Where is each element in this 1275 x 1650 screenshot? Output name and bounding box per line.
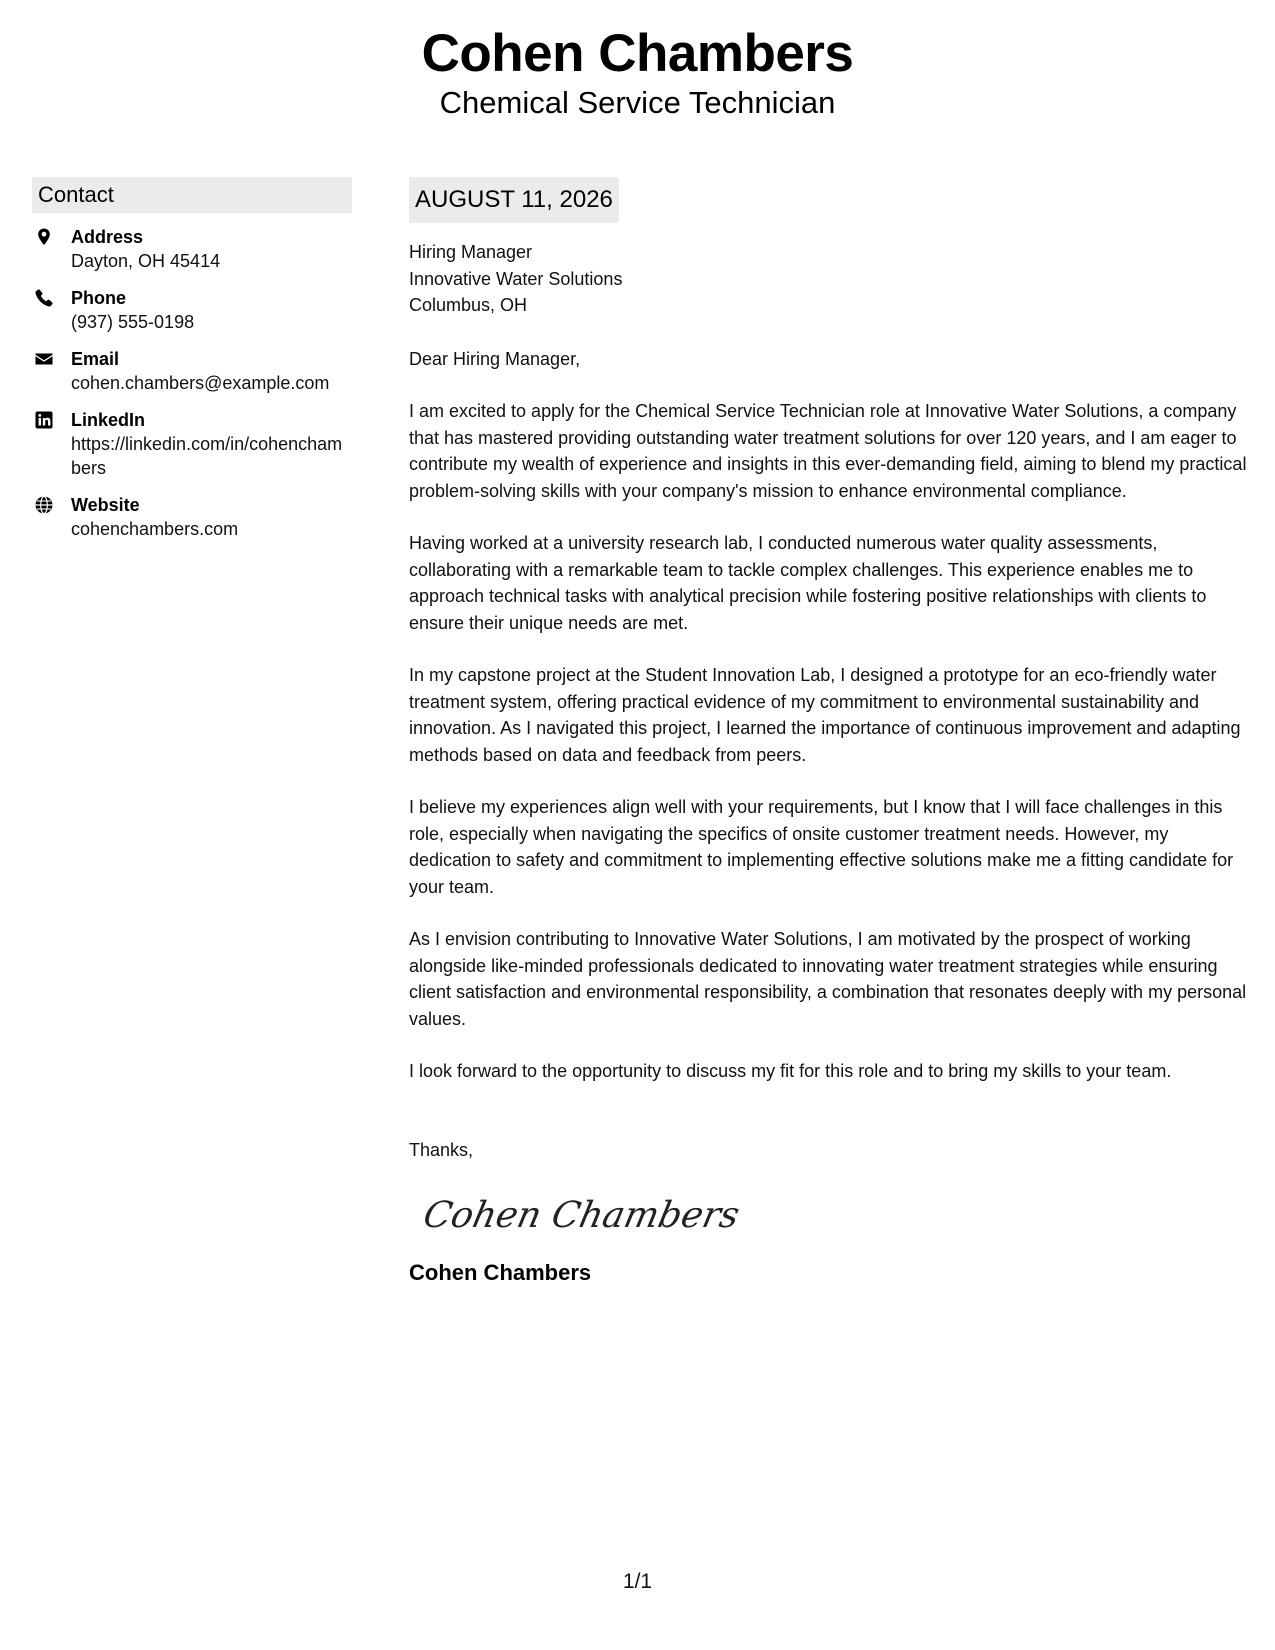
page-number: 1/1: [622, 1570, 653, 1593]
paragraph: In my capstone project at the Student Innovation Lab, I designed a prototype for an eco-friendly water treatment system, offering practical evidence of my commitment to environmental sustainability and innovation. As I navigated this project, I learned the importance of continuous improvement and adapting methods based on data and feedback from peers.: [409, 665, 1241, 765]
phone-icon: [34, 288, 54, 308]
closing: Thanks,: [409, 1139, 474, 1160]
contact-phone: [32, 286, 352, 334]
contact-label: Phone: [71, 288, 127, 308]
phone-value: (937) 555-0198: [71, 312, 195, 332]
paragraph: I am excited to apply for the Chemical Service Technician role at Innovative Water Solutions, a company that has mastered providing outstanding water treatment solutions for over 120 years, and I am eager to contribute my wealth of experience and insights in this ever-demanding field, aiming to blend my practical problem-solving skills with your company's mission to enhance environmental compliance.: [409, 401, 1247, 501]
letter-header: [0, 22, 1275, 122]
contact-linkedin: [32, 408, 352, 480]
handwritten-signature: [417, 1183, 744, 1243]
contact-list: [32, 225, 352, 541]
recipient-line: Columbus, OH: [409, 295, 528, 315]
recipient-block: [409, 239, 1249, 319]
contact-label: LinkedIn: [71, 410, 146, 430]
recipient-line: Innovative Water Solutions: [409, 268, 623, 289]
signature-text: Cohen Chambers: [419, 1193, 744, 1236]
letter-body: [409, 177, 1249, 1287]
linkedin-icon: [34, 410, 54, 430]
paragraph: I look forward to the opportunity to discuss my fit for this role and to bring my skills to your team.: [409, 1061, 1172, 1081]
website-value: cohenchambers.com: [71, 519, 239, 539]
contact-email: [32, 347, 352, 395]
contact-website: [32, 493, 352, 541]
contact-sidebar: [32, 177, 352, 554]
address-value: Dayton, OH 45414: [71, 251, 221, 271]
applicant-name: Cohen Chambers: [421, 24, 854, 83]
letter-date: AUGUST 11, 2026: [409, 177, 619, 223]
contact-section-title: Contact: [32, 177, 352, 213]
signed-name: Cohen Chambers: [409, 1260, 592, 1285]
globe-icon: [34, 495, 54, 515]
paragraph: As I envision contributing to Innovative Water Solutions, I am motivated by the prospect of working alongside like-minded professionals dedicated to innovating water treatment strategies while ensuring client satisfaction and environmental responsibility, a combination that resonates deeply with my personal values.: [409, 929, 1247, 1029]
salutation: Dear Hiring Manager,: [409, 348, 581, 369]
envelope-icon: [34, 349, 54, 369]
contact-label: Address: [71, 227, 144, 247]
email-value: cohen.chambers@example.com: [71, 373, 330, 393]
paragraph: I believe my experiences align well with your requirements, but I know that I will face challenges in this role, especially when navigating the specifics of onsite customer treatment needs. However, my dedication to safety and commitment to implementing effective solutions make me a fitting candidate for your team.: [409, 797, 1234, 897]
map-pin-icon: [34, 227, 54, 247]
paragraph: Having worked at a university research lab, I conducted numerous water quality assessments, collaborating with a remarkable team to tackle complex challenges. This experience enables me to approach technical tasks with analytical precision while fostering positive relationships with clients to ensure their unique needs are met.: [409, 533, 1207, 633]
linkedin-value: https://linkedin.com/in/cohenchambers: [71, 434, 343, 478]
job-title: Chemical Service Technician: [439, 85, 836, 120]
contact-label: Email: [71, 349, 120, 369]
contact-address: [32, 225, 352, 273]
contact-label: Website: [71, 495, 140, 515]
recipient-line: Hiring Manager: [409, 242, 533, 262]
